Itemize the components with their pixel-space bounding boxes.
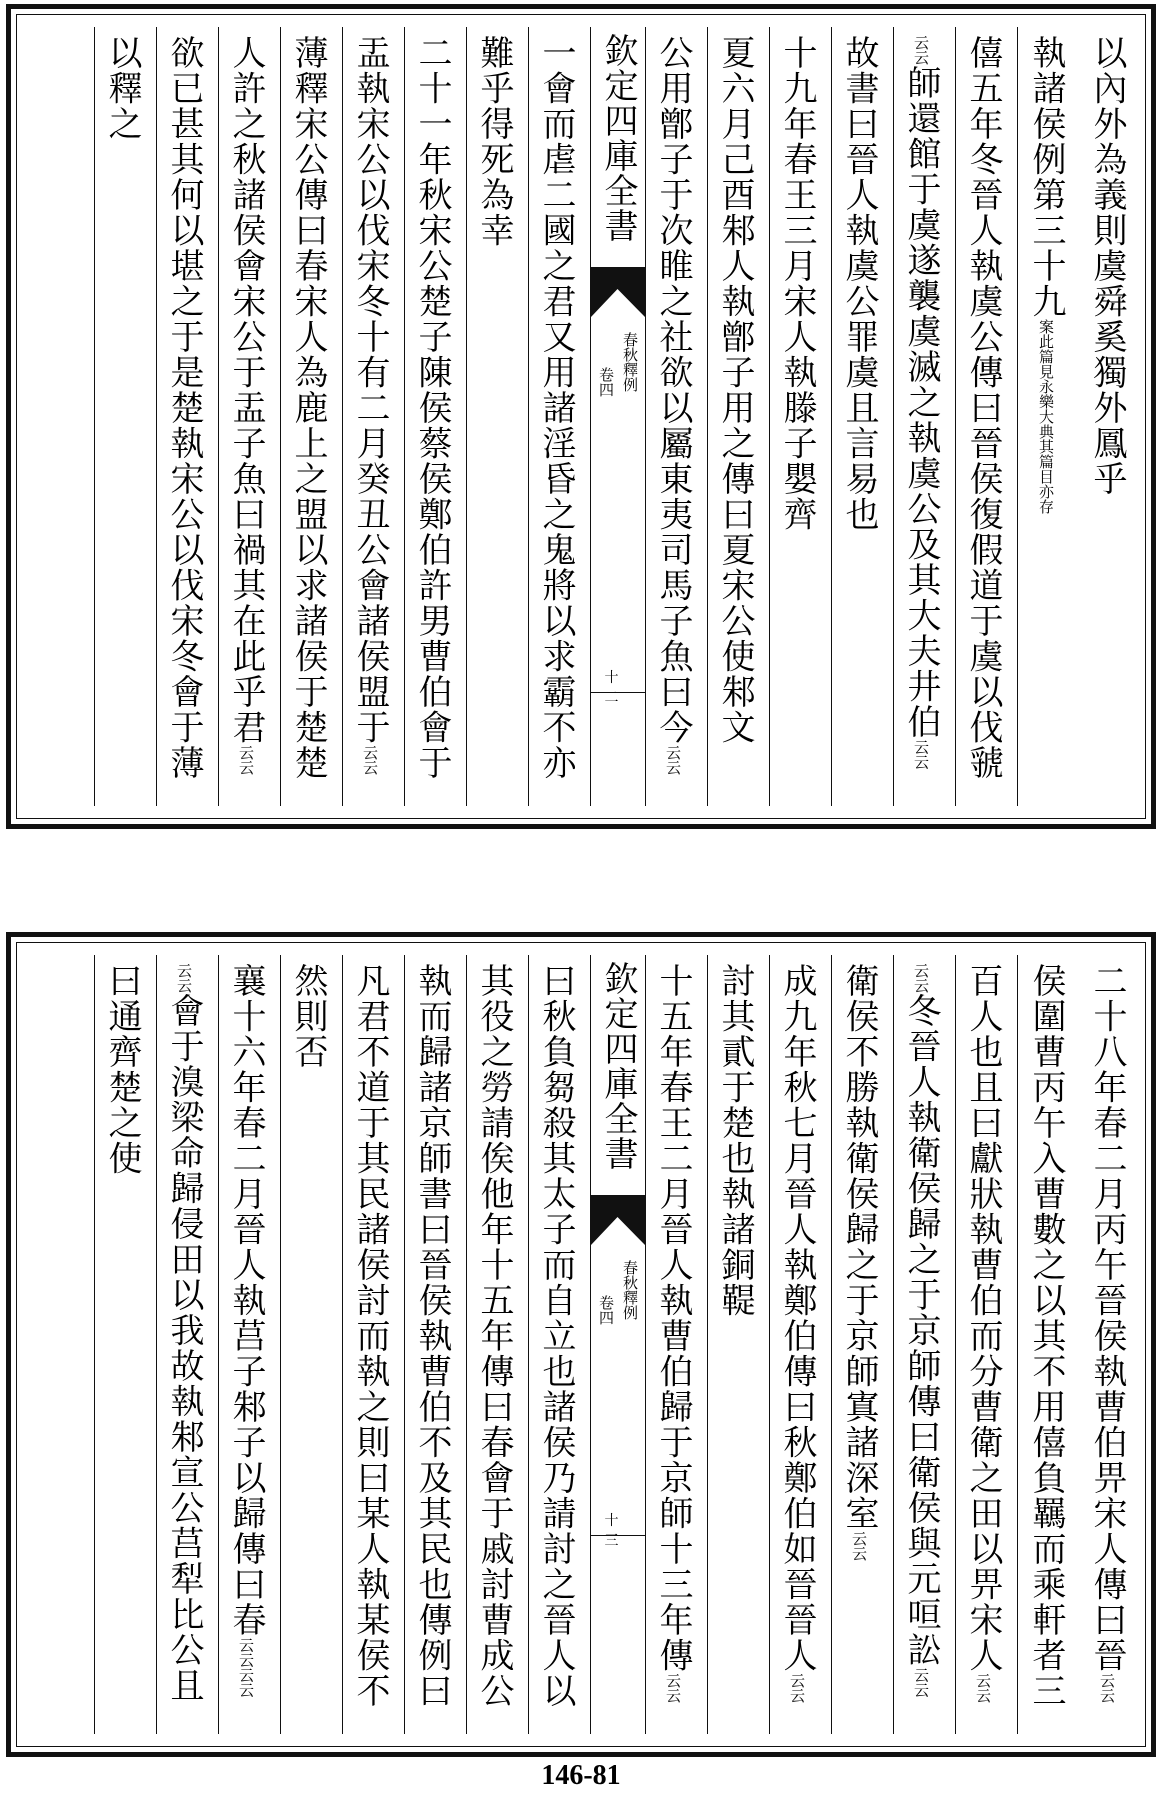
page-top xyxy=(6,4,1156,829)
text-column xyxy=(893,27,955,806)
text-column xyxy=(404,27,466,806)
spine-book-title: 春秋釋例 xyxy=(621,1260,639,1320)
commentary-note: 云云 xyxy=(850,1531,868,1561)
text-column xyxy=(528,955,590,1734)
column-text: 其役之勞請俟他年十五年傳曰春會于戚討曹成公 xyxy=(474,963,514,1709)
column-text: 故書曰晉人執虞公罪虞且言易也 xyxy=(839,35,879,532)
text-column xyxy=(955,27,1017,806)
text-column xyxy=(1080,955,1141,1734)
column-text: 曰秋負芻殺其太子而自立也諸侯乃請討之晉人以 xyxy=(536,963,576,1709)
text-column xyxy=(769,955,831,1734)
commentary-note: 云云 xyxy=(237,1667,255,1698)
text-block xyxy=(16,942,1146,1747)
spine-rule xyxy=(591,692,645,693)
commentary-note: 云云 xyxy=(1098,1673,1116,1703)
column-text xyxy=(643,963,703,1703)
commentary-note: 云云 xyxy=(912,35,930,65)
text-column xyxy=(645,955,707,1734)
text-column xyxy=(280,27,342,806)
column-text xyxy=(1077,963,1137,1703)
commentary-note: 云云 xyxy=(912,739,930,770)
column-text: 難乎得死為幸 xyxy=(474,35,514,248)
text-column xyxy=(707,27,769,806)
fish-tail-mark xyxy=(591,267,645,327)
column-text: 會于溴梁命歸侵田以我故執邾宣公莒犁比公且 xyxy=(164,993,204,1703)
text-column xyxy=(94,27,156,806)
column-text: 十九年春王三月宋人執滕子嬰齊 xyxy=(777,35,817,532)
text-column xyxy=(1017,955,1080,1734)
spine-rule xyxy=(591,1535,645,1536)
text-column xyxy=(955,955,1017,1734)
column-text: 執而歸諸京師書曰晉侯執曹伯不及其民也傳例曰 xyxy=(412,963,452,1709)
column-text: 一會而虐二國之君又用諸淫昏之鬼將以求霸不亦 xyxy=(536,35,576,781)
text-column xyxy=(466,27,528,806)
commentary-note: 云云 xyxy=(361,745,379,775)
column-text: 十五年春王二月晉人執曹伯歸于京師十三年傳 xyxy=(653,963,693,1673)
text-column xyxy=(156,955,218,1734)
column-text xyxy=(216,963,276,1698)
text-column xyxy=(280,955,342,1734)
column-text xyxy=(340,35,400,775)
column-text: 曰通齊楚之使 xyxy=(102,963,142,1176)
column-text: 討其貳于楚也執諸銅鞮 xyxy=(715,963,755,1318)
column-text: 欲已甚其何以堪之于是楚執宋公以伐宋冬會于薄 xyxy=(164,35,204,781)
column-text: 師還館于虞遂襲虞滅之執虞公及其大夫井伯 xyxy=(901,65,941,740)
text-column xyxy=(218,955,280,1734)
column-text xyxy=(643,35,703,775)
commentary-note: 云云 xyxy=(237,745,255,775)
commentary-note: 云云 xyxy=(974,1673,992,1703)
page-bottom xyxy=(6,932,1156,1757)
text-column xyxy=(404,955,466,1734)
column-text: 然則否 xyxy=(288,963,328,1070)
column-text xyxy=(216,35,276,775)
column-text: 侯圍曹丙午入曹數之以其不用僖負羈而乘軒者三 xyxy=(1026,963,1066,1709)
commentary-note: 云云 xyxy=(664,745,682,775)
fish-tail-mark xyxy=(591,1195,645,1255)
spine-title: 欽定四庫全書 xyxy=(598,961,638,1171)
text-column xyxy=(707,955,769,1734)
column-text: 二十八年春二月丙午晉侯執曹伯畀宋人傳曰晉 xyxy=(1087,963,1127,1673)
text-column xyxy=(1017,27,1080,806)
column-text xyxy=(953,963,1013,1703)
text-column xyxy=(769,27,831,806)
spine-title: 欽定四庫全書 xyxy=(598,33,638,243)
column-text xyxy=(767,963,827,1703)
spine-volume: 卷四 xyxy=(597,367,615,397)
commentary-note: 云云 xyxy=(788,1673,806,1703)
column-text xyxy=(891,963,951,1698)
commentary-note: 云云 xyxy=(912,1667,930,1698)
spine-folio: 十三 xyxy=(604,1513,619,1549)
column-text xyxy=(154,963,214,1703)
center-spine xyxy=(590,27,645,806)
column-text: 盂執宋公以伐宋冬十有二月癸丑公會諸侯盟于 xyxy=(350,35,390,745)
column-text: 襄十六年春二月晉人執莒子邾子以歸傳曰春 xyxy=(226,963,266,1638)
column-text xyxy=(1016,35,1076,514)
column-text: 成九年秋七月晉人執鄭伯傳曰秋鄭伯如晉晉人 xyxy=(777,963,817,1673)
column-text xyxy=(829,963,889,1561)
text-column xyxy=(156,27,218,806)
column-text xyxy=(891,35,951,770)
column-text: 百人也且曰獻狀執曹伯而分曹衛之田以畀宋人 xyxy=(963,963,1003,1673)
page-number: 146-81 xyxy=(541,1760,621,1791)
spine-book-title: 春秋釋例 xyxy=(621,332,639,392)
column-text: 二十一年秋宋公楚子陳侯蔡侯鄭伯許男曹伯會于 xyxy=(412,35,452,781)
column-text: 衛侯不勝執衛侯歸之于京師寘諸深室 xyxy=(839,963,879,1531)
text-column xyxy=(466,955,528,1734)
text-column xyxy=(218,27,280,806)
text-column xyxy=(94,955,156,1734)
text-column xyxy=(645,27,707,806)
column-text: 執諸侯例第三十九 xyxy=(1026,35,1066,319)
column-text: 僖五年冬晉人執虞公傳曰晉侯復假道于虞以伐虢 xyxy=(963,35,1003,781)
commentary-note: 云云 xyxy=(175,963,193,993)
text-column xyxy=(1080,27,1141,806)
commentary-note: 云云 xyxy=(912,963,930,993)
column-text xyxy=(705,35,765,745)
text-column xyxy=(831,27,893,806)
commentary-note: 云云 xyxy=(237,1637,255,1668)
column-text: 夏六月己酉邾人執鄫子用之傳曰夏宋公使邾文 xyxy=(715,35,755,745)
commentary-note: 云云 xyxy=(664,1673,682,1703)
commentary-note: 案此篇見永樂大典其篇目亦存 xyxy=(1037,319,1055,514)
column-text: 冬晉人執衛侯歸之于京師傳曰衛侯與元咺訟 xyxy=(901,993,941,1668)
column-text: 公用鄫子于次睢之社欲以屬東夷司馬子魚曰今 xyxy=(653,35,693,745)
center-spine xyxy=(590,955,645,1734)
text-column xyxy=(831,955,893,1734)
column-text: 以釋之 xyxy=(102,35,142,142)
text-column xyxy=(342,955,404,1734)
column-text: 人許之秋諸侯會宋公于盂子魚曰禍其在此乎君 xyxy=(226,35,266,745)
text-column xyxy=(342,27,404,806)
column-text: 凡君不道于其民諸侯討而執之則曰某人執某侯不 xyxy=(350,963,390,1709)
spine-volume: 卷四 xyxy=(597,1295,615,1325)
column-text: 以內外為義則虞舜奚獨外鳳乎 xyxy=(1087,35,1127,497)
column-text: 薄釋宋公傳曰春宋人為鹿上之盟以求諸侯于楚楚 xyxy=(288,35,328,781)
text-block xyxy=(16,14,1146,819)
text-column xyxy=(528,27,590,806)
spine-folio: 十二 xyxy=(604,670,619,706)
text-column xyxy=(893,955,955,1734)
